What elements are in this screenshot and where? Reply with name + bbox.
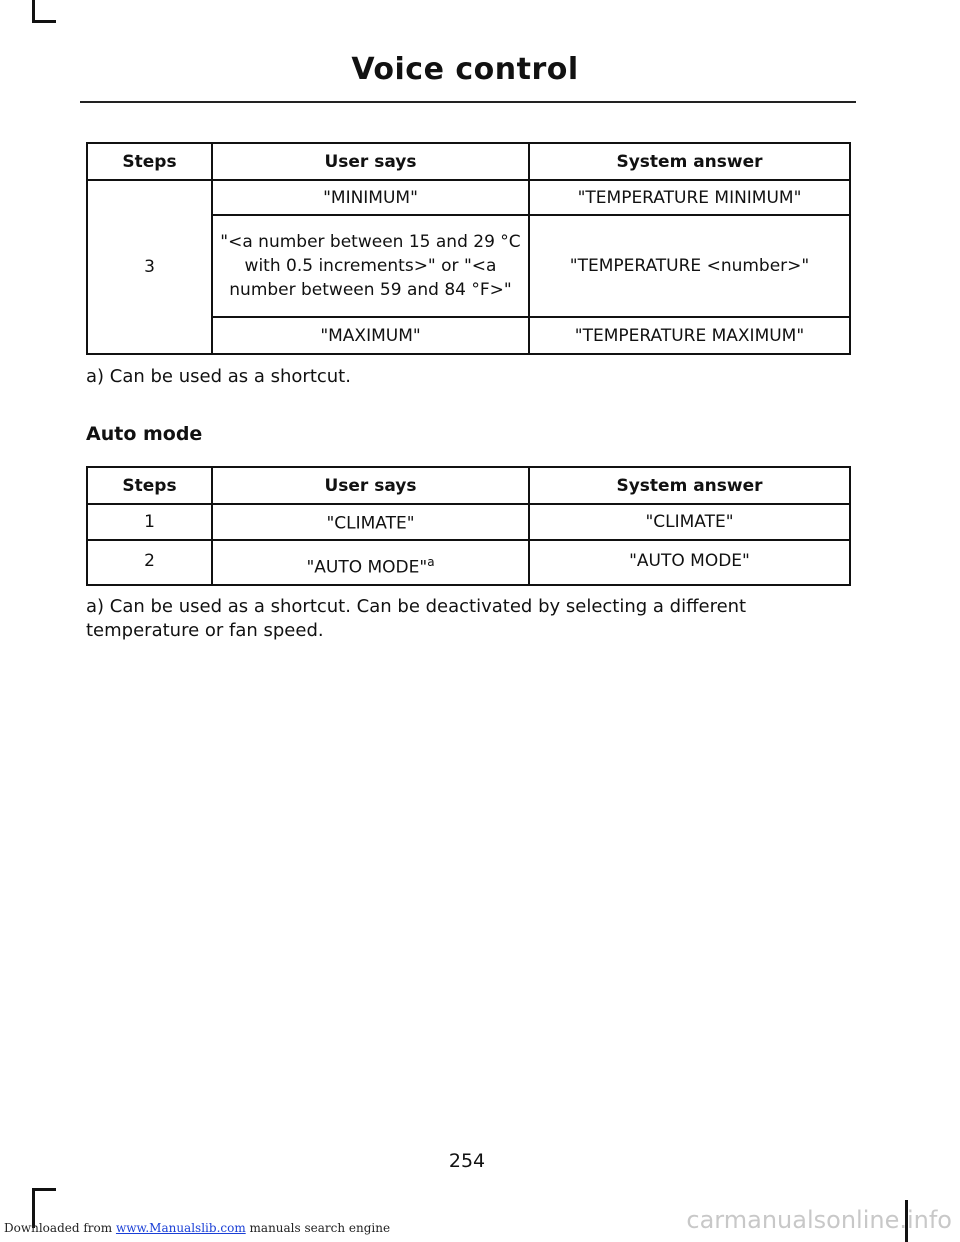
table-row <box>87 504 850 540</box>
table-row <box>87 180 850 215</box>
download-footer <box>4 1221 390 1235</box>
user-says-text: "CLIMATE" <box>326 513 415 534</box>
user-says-cell: "MINIMUM" <box>212 180 529 215</box>
system-answer-cell: "TEMPERATURE MINIMUM" <box>529 180 850 215</box>
system-answer-cell: "TEMPERATURE MAXIMUM" <box>529 317 850 354</box>
column-header-user-says: User says <box>212 143 529 180</box>
manualslib-link[interactable]: www.Manualslib.com <box>115 1221 246 1235</box>
user-says-cell: "MAXIMUM" <box>212 317 529 354</box>
crop-mark <box>32 20 56 23</box>
step-cell: 2 <box>87 540 212 585</box>
page-title: Voice control <box>351 52 579 87</box>
voice-command-table-auto-mode <box>86 466 851 586</box>
system-answer-cell: "CLIMATE" <box>529 504 850 540</box>
voice-command-table-temperature <box>86 142 851 355</box>
column-header-steps: Steps <box>87 467 212 504</box>
crop-mark <box>32 1188 56 1191</box>
footnote: a) Can be used as a shortcut. Can be deactivated by selecting a different temperature or fan speed. <box>86 596 747 641</box>
column-header-system-answer: System answer <box>529 467 850 504</box>
table-row <box>87 540 850 585</box>
header-rule <box>80 101 856 103</box>
step-cell: 3 <box>87 180 212 354</box>
system-answer-cell: "AUTO MODE" <box>529 540 850 585</box>
column-header-user-says: User says <box>212 467 529 504</box>
page-number: 254 <box>448 1150 486 1172</box>
footnote-marker: a <box>427 555 435 570</box>
column-header-steps: Steps <box>87 143 212 180</box>
column-header-system-answer: System answer <box>529 143 850 180</box>
user-says-cell: "<a number between 15 and 29 °C with 0.5 increments>" or "<a number between 59 and 84 °F>" <box>212 215 529 317</box>
footer-suffix: manuals search engine <box>249 1221 391 1235</box>
user-says-cell <box>212 504 529 540</box>
footer-prefix: Downloaded from <box>4 1221 113 1235</box>
user-says-text: "AUTO MODE" <box>306 558 428 578</box>
system-answer-cell: "TEMPERATURE <number>" <box>529 215 850 317</box>
crop-mark <box>32 0 35 22</box>
site-watermark: carmanualsonline.info <box>686 1206 952 1234</box>
user-says-cell <box>212 540 529 585</box>
step-cell: 1 <box>87 504 212 540</box>
footnote: a) Can be used as a shortcut. <box>86 366 351 387</box>
section-heading: Auto mode <box>86 423 203 445</box>
